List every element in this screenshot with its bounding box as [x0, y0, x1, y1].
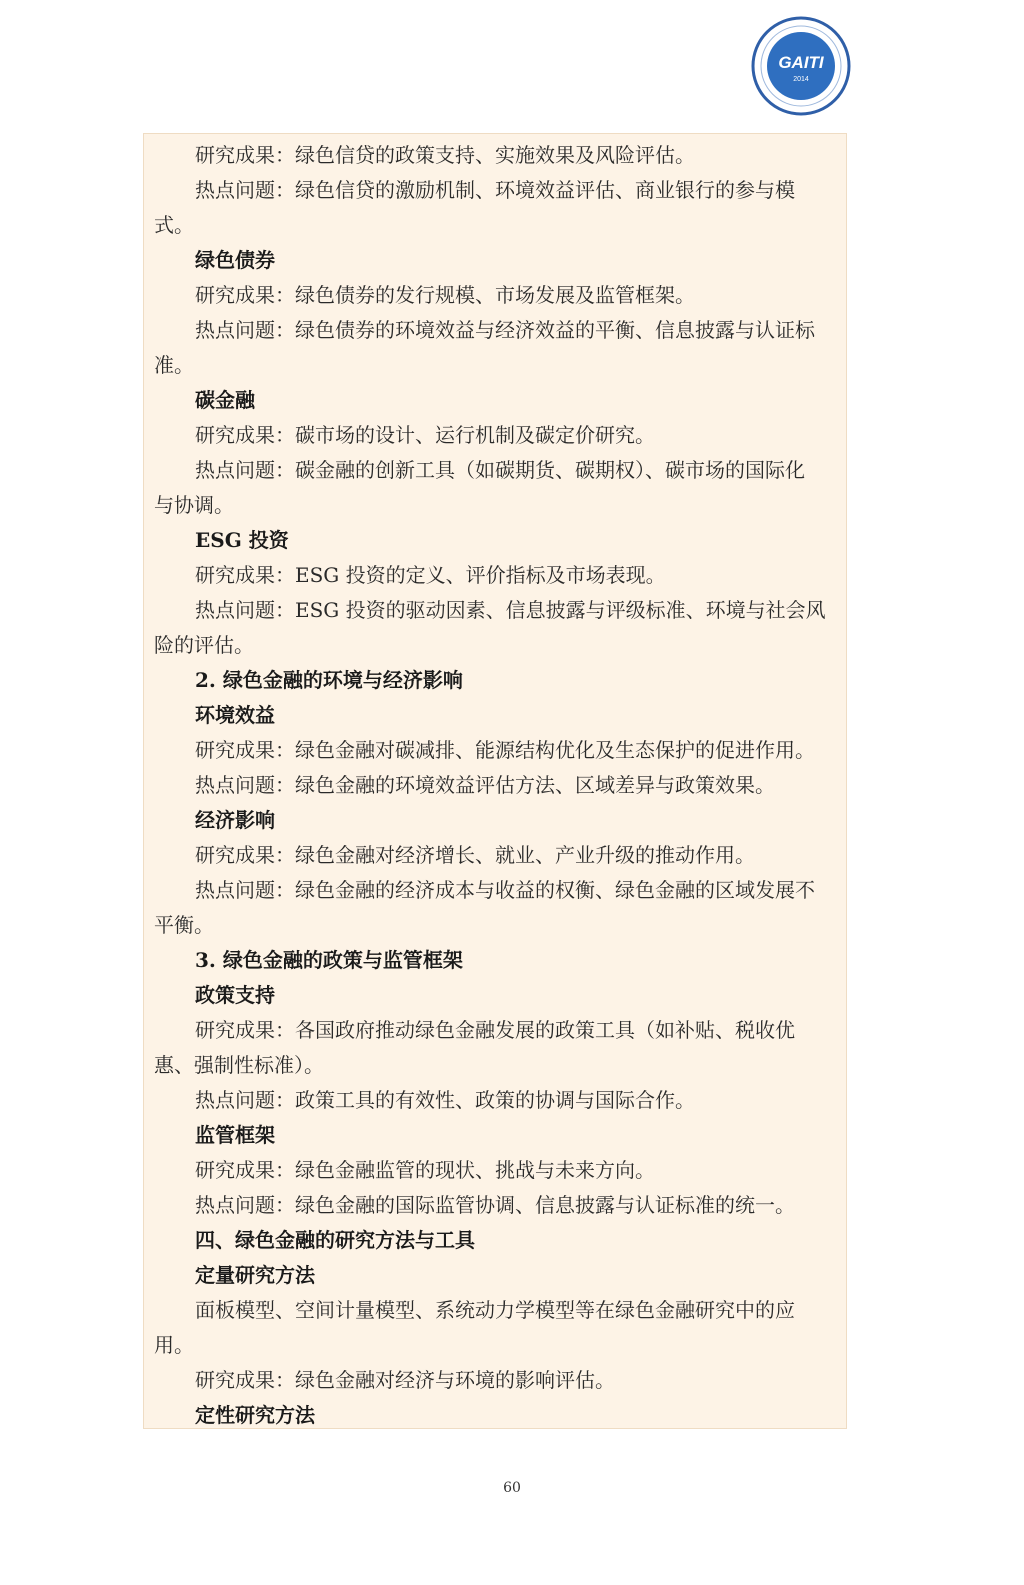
paragraph-line: 面板模型、空间计量模型、系统动力学模型等在绿色金融研究中的应	[195, 1298, 795, 1322]
logo-year: 2014	[793, 76, 809, 83]
paragraph-line: 热点问题：绿色债券的环境效益与经济效益的平衡、信息披露与认证标	[195, 318, 815, 342]
paragraph-line: 研究成果：绿色金融对经济增长、就业、产业升级的推动作用。	[195, 843, 755, 867]
paragraph-line: 用。	[154, 1333, 194, 1357]
paragraph-line: 热点问题：碳金融的创新工具（如碳期货、碳期权）、碳市场的国际化	[195, 458, 805, 482]
text-body	[154, 138, 836, 1433]
section-heading: 2. 绿色金融的环境与经济影响	[195, 668, 463, 692]
paragraph-line: 研究成果：碳市场的设计、运行机制及碳定价研究。	[195, 423, 655, 447]
paragraph-line: 热点问题：政策工具的有效性、政策的协调与国际合作。	[195, 1088, 695, 1112]
paragraph-line: 热点问题：ESG 投资的驱动因素、信息披露与评级标准、环境与社会风	[195, 598, 826, 622]
paragraph-line: 研究成果：绿色金融对经济与环境的影响评估。	[195, 1368, 615, 1392]
paragraph-line: 热点问题：绿色信贷的激励机制、环境效益评估、商业银行的参与模	[195, 178, 795, 202]
page-number: 60	[503, 1480, 521, 1496]
section-heading: 环境效益	[195, 703, 275, 727]
paragraph-line: 热点问题：绿色金融的环境效益评估方法、区域差异与政策效果。	[195, 773, 775, 797]
section-heading: 监管框架	[195, 1123, 275, 1147]
paragraph-line: 热点问题：绿色金融的国际监管协调、信息披露与认证标准的统一。	[195, 1193, 795, 1217]
section-heading: 碳金融	[195, 388, 255, 412]
gaiti-logo-icon	[750, 16, 852, 116]
logo-text: GAITI	[778, 53, 824, 72]
paragraph-line: 研究成果：绿色金融对碳减排、能源结构优化及生态保护的促进作用。	[195, 738, 815, 762]
paragraph-line: 险的评估。	[154, 633, 254, 657]
section-heading: 定量研究方法	[195, 1263, 315, 1287]
paragraph-line: 式。	[154, 213, 194, 237]
paragraph-line: 研究成果：绿色信贷的政策支持、实施效果及风险评估。	[195, 143, 695, 167]
paragraph-line: 准。	[154, 353, 194, 377]
section-heading: 定性研究方法	[195, 1403, 315, 1427]
paragraph-line: 研究成果：各国政府推动绿色金融发展的政策工具（如补贴、税收优	[195, 1018, 795, 1042]
paragraph-line: 研究成果：绿色金融监管的现状、挑战与未来方向。	[195, 1158, 655, 1182]
section-heading: 绿色债券	[195, 248, 275, 272]
section-heading: ESG 投资	[195, 528, 289, 552]
paragraph-line: 平衡。	[154, 913, 214, 937]
content-box	[143, 133, 847, 1429]
paragraph-line: 与协调。	[154, 493, 234, 517]
section-heading: 政策支持	[195, 983, 275, 1007]
section-heading: 3. 绿色金融的政策与监管框架	[195, 948, 463, 972]
section-heading: 经济影响	[195, 808, 275, 832]
paragraph-line: 惠、强制性标准）。	[154, 1053, 324, 1077]
paragraph-line: 研究成果：绿色债券的发行规模、市场发展及监管框架。	[195, 283, 695, 307]
paragraph-line: 热点问题：绿色金融的经济成本与收益的权衡、绿色金融的区域发展不	[195, 878, 815, 902]
section-heading: 四、绿色金融的研究方法与工具	[195, 1228, 475, 1252]
paragraph-line: 研究成果：ESG 投资的定义、评价指标及市场表现。	[195, 563, 666, 587]
